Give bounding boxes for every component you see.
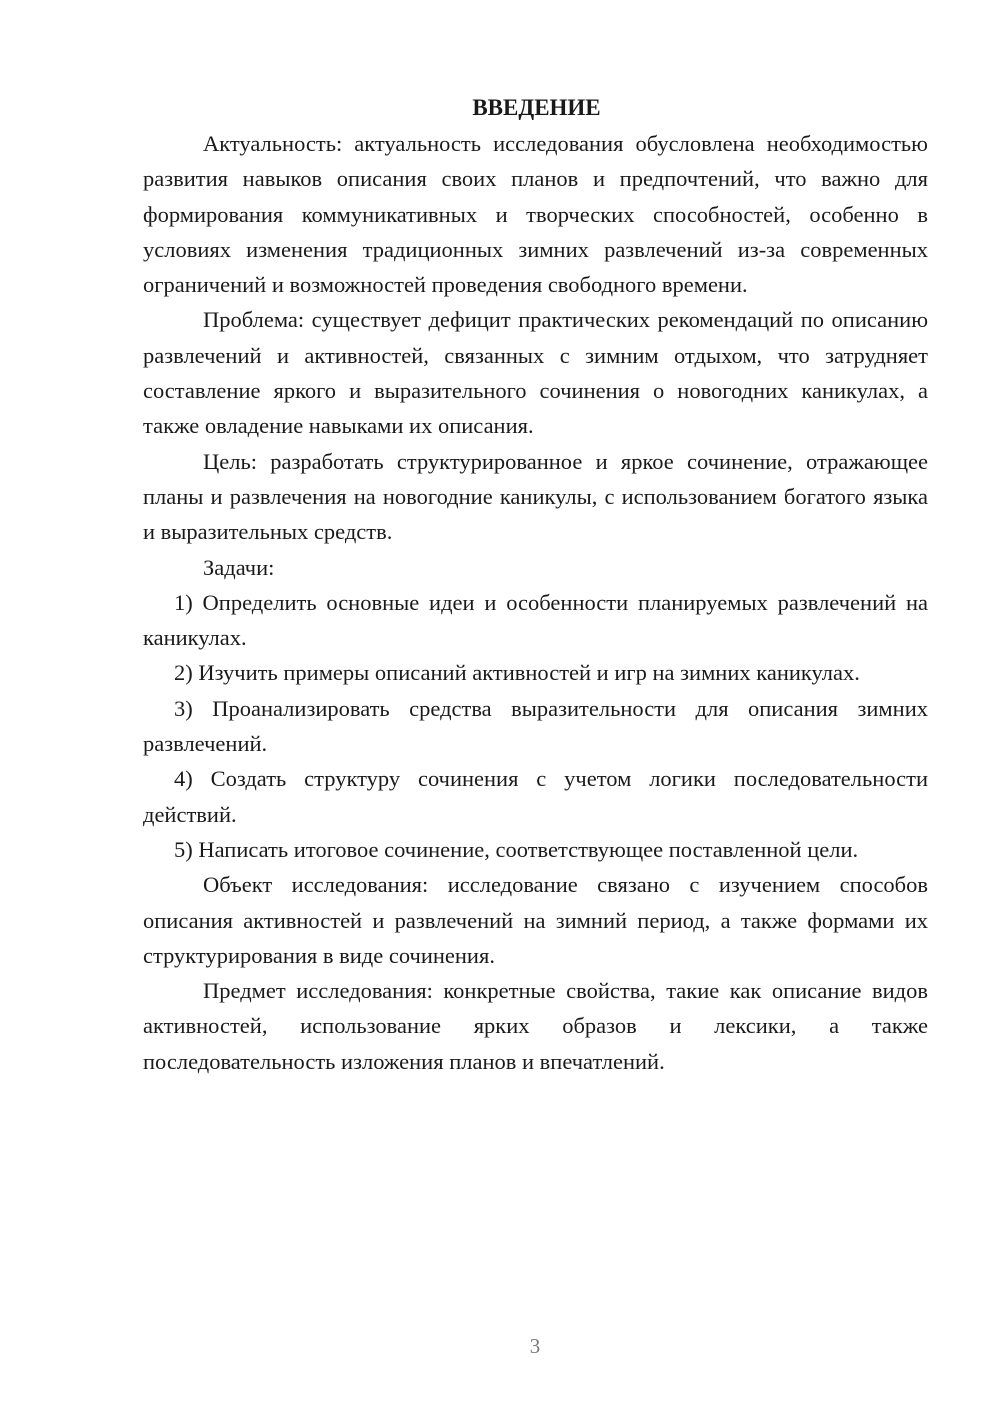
paragraph-goal: Цель: разработать структурированное и яркое сочинение, отражающее планы и развлечения на новогодние каникулы, с использованием богатого языка и выразительных средств. (143, 448, 928, 545)
list-item: 4) Создать структуру сочинения с учетом логики последовательности действий. (143, 766, 928, 827)
list-item: 3) Проанализировать средства выразительности для описания зимних развлечений. (143, 695, 928, 757)
page-number: 3 (529, 1334, 541, 1358)
paragraph-problem: Проблема: существует дефицит практических рекомендаций по описанию развлечений и активностей, связанных с зимним отдыхом, что затрудняет составление яркого и выразительного сочинения о новогодних каникулах, а также овладение навыками их описания. (143, 307, 928, 439)
list-item: 2) Изучить примеры описаний активностей и игр на зимних каникулах. (174, 660, 860, 686)
list-item: 5) Написать итоговое сочинение, соответствующее поставленной цели. (174, 836, 859, 862)
paragraph-subject: Предмет исследования: конкретные свойства, такие как описание видов активностей, использование ярких образов и лексики, а также последовательность изложения планов и впечатлений. (143, 978, 928, 1074)
document-page (143, 90, 928, 1079)
tasks-heading: Задачи: (203, 554, 275, 580)
tasks-list (143, 585, 928, 867)
page-title: ВВЕДЕНИЕ (472, 95, 601, 120)
list-item: 1) Определить основные идеи и особенности планируемых развлечений на каникулах. (143, 589, 928, 651)
paragraph-object: Объект исследования: исследование связано с изучением способов описания активностей и развлечений на зимний период, а также формами их структурирования в виде сочинения. (143, 872, 928, 968)
paragraph-relevance: Актуальность: актуальность исследования обусловлена необходимостью развития навыков описания своих планов и предпочтений, что важно для формирования коммуникативных и творческих способностей, особенно в условиях изменения традиционных зимних развлечений из-за современных ограничений и возможностей проведения свободного времени. (143, 131, 928, 298)
